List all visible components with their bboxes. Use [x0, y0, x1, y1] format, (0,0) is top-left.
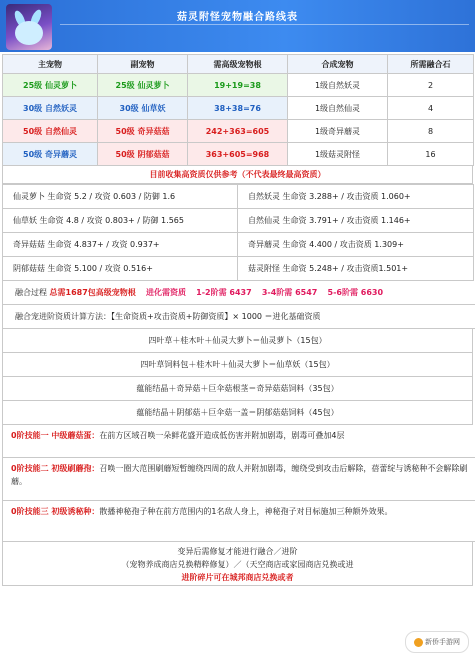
content — [2, 54, 473, 586]
recipe-row: 四叶草饲料包＋桂木叶＋仙灵大萝卜＝仙草妖（15包） — [2, 353, 473, 377]
cell-sub: 30级 仙草妖 — [98, 97, 188, 120]
cell-sub: 50级 奇异菇菇 — [98, 120, 188, 143]
header-banner — [0, 0, 475, 52]
cell-result: 1级自然妖灵 — [288, 74, 388, 97]
bottom-line2: （宠物养成商店兑换精粹修复）／（天空商店或家园商店兑换或进 — [121, 560, 354, 569]
process-row — [2, 281, 475, 305]
cell-need: 242+363=605 — [188, 120, 288, 143]
stats-row — [3, 233, 474, 257]
table-row — [3, 120, 474, 143]
cell-main: 50级 奇异蘑灵 — [3, 143, 98, 166]
skill-name: 0阶技能二 初级刷蘑孢： — [11, 464, 100, 473]
recipe-row: 四叶草＋桂木叶＋仙灵大萝卜＝仙灵萝卜（15包） — [2, 329, 473, 353]
formula-row: 融合宠进阶资质计算方法：【生命资质+攻击资质+防御资质】× 1000 ＝进化基础资质 — [2, 305, 475, 329]
stats-right: 奇异蘑灵 生命资 4.400 / 攻击资质 1.309+ — [238, 233, 474, 257]
process-s3: 5-6阶需 6630 — [327, 288, 384, 297]
col-need: 需高级宠物根 — [188, 55, 288, 74]
skill-row — [2, 458, 475, 501]
stats-left: 奇异菇菇 生命资 4.837+ / 攻资 0.937+ — [3, 233, 238, 257]
process-stage: 进化需资质 — [145, 288, 186, 297]
cell-need: 19+19=38 — [188, 74, 288, 97]
cell-sub: 25级 仙灵萝卜 — [98, 74, 188, 97]
cell-stones: 2 — [388, 74, 474, 97]
cell-stones: 8 — [388, 120, 474, 143]
skill-name: 0阶技能三 初级诱秘种： — [11, 507, 100, 516]
skill-name: 0阶技能一 中级蘑菇蛋： — [11, 431, 100, 440]
watermark-badge — [405, 631, 469, 653]
table-row — [3, 97, 474, 120]
stats-row — [3, 209, 474, 233]
process-total: 总需1687包高级宠物根 — [49, 288, 136, 297]
stats-left: 仙灵萝卜 生命资 5.2 / 攻资 0.603 / 防御 1.6 — [3, 185, 238, 209]
cell-need: 363+605=968 — [188, 143, 288, 166]
stats-right: 菇灵附怪 生命资 5.248+ / 攻击资质1.501+ — [238, 257, 474, 281]
cell-need: 38+38=76 — [188, 97, 288, 120]
stats-left: 阴郁菇菇 生命资 5.100 / 攻资 0.516+ — [3, 257, 238, 281]
cell-stones: 16 — [388, 143, 474, 166]
cell-stones: 4 — [388, 97, 474, 120]
watermark-logo-icon — [414, 638, 423, 647]
bottom-notes — [2, 542, 473, 586]
skill-desc: 散播神秘孢子种在前方范围内的1名敌人身上，神秘孢子对目标施加三种额外效果。 — [99, 507, 393, 516]
process-s1: 1-2阶需 6437 — [196, 288, 252, 297]
col-result: 合成宠物 — [288, 55, 388, 74]
col-main: 主宠物 — [3, 55, 98, 74]
fusion-table — [2, 54, 474, 166]
title-divider — [60, 24, 469, 25]
process-s2: 3-4阶需 6547 — [261, 288, 318, 297]
stats-row — [3, 257, 474, 281]
cell-result: 1级菇灵附怪 — [288, 143, 388, 166]
skill-desc: 在前方区域召唤一朵鲜花盛开造成低伤害并附加剧毒，剧毒可叠加4层 — [99, 431, 345, 440]
stats-table — [2, 184, 474, 281]
process-label: 融合过程 — [15, 288, 47, 297]
col-stones: 所需融合石 — [388, 55, 474, 74]
bottom-line1: 变异后需修复才能进行融合／进阶 — [177, 547, 298, 556]
cell-sub: 50级 阴郁菇菇 — [98, 143, 188, 166]
bottom-line3: 进阶碎片可在城邦商店兑换或者 — [181, 573, 294, 582]
recipe-row: 蕴能结晶＋阴郁菇＋巨伞菇一盖＝阴郁菇菇饲料（45包） — [2, 401, 473, 425]
page-title: 菇灵附怪宠物融合路线表 — [177, 12, 298, 23]
watermark-text: 新侨手游网 — [425, 638, 460, 646]
stats-left: 仙草妖 生命资 4.8 / 攻资 0.803+ / 防御 1.565 — [3, 209, 238, 233]
skill-desc: 召唤一圈大范围刷蘑短暂缠绕四周的敌人并附加剧毒，缠绕受到攻击后解除，蓓蕾绽与诱秘种不会解除刷蘑。 — [11, 464, 468, 486]
table-row — [3, 74, 474, 97]
table-row — [3, 143, 474, 166]
table-header-row — [3, 55, 474, 74]
stats-row — [3, 185, 474, 209]
cell-main: 50级 自然仙灵 — [3, 120, 98, 143]
cell-result: 1级奇异蘑灵 — [288, 120, 388, 143]
skill-row — [2, 425, 475, 458]
col-sub: 副宠物 — [98, 55, 188, 74]
stats-right: 自然仙灵 生命资 3.791+ / 攻击资质 1.146+ — [238, 209, 474, 233]
stats-right: 自然妖灵 生命资 3.288+ / 攻击资质 1.060+ — [238, 185, 474, 209]
cell-main: 25级 仙灵萝卜 — [3, 74, 98, 97]
skill-row — [2, 501, 475, 542]
recipe-row: 蕴能结晶＋奇异菇＋巨伞菇根茎＝奇异菇菇饲料（35包） — [2, 377, 473, 401]
cell-result: 1级自然仙灵 — [288, 97, 388, 120]
stats-note: 目前收集高资质仅供参考（不代表最终最高资质） — [2, 166, 473, 184]
cell-main: 30级 自然妖灵 — [3, 97, 98, 120]
